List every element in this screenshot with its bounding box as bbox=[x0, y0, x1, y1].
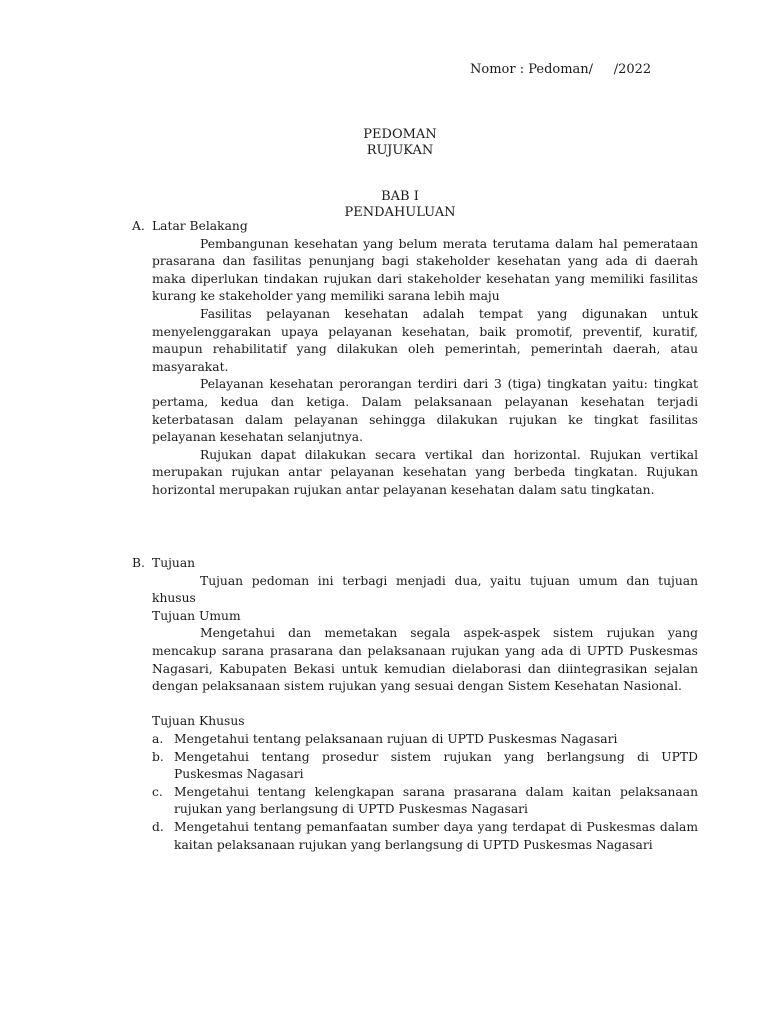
title-line-1: PEDOMAN bbox=[363, 127, 437, 142]
tujuan-intro: Tujuan pedoman ini terbagi menjadi dua, yaitu tujuan umum dan tujuan khusus bbox=[152, 573, 698, 606]
list-item: c. Mengetahui tentang kelengkapan sarana prasarana dalam kaitan pelaksanaan rujukan yang berlangsung di UPTD Puskesmas Nagasari bbox=[152, 784, 698, 817]
section-a-body bbox=[132, 236, 698, 500]
list-item: a. Mengetahui tentang pelaksanaan rujuan di UPTD Puskesmas Nagasari bbox=[152, 731, 618, 746]
section-b-label: B. bbox=[132, 556, 145, 570]
section-a bbox=[132, 218, 698, 500]
tujuan-umum-text: Mengetahui dan memetakan segala aspek-aspek sistem rujukan yang mencakup sarana prasarana dan pelaksanaan rujukan yang ada di UPTD Puskesmas Nagasari, Kabupaten Bekasi untuk kemudian dielaborasi dan diintegrasikan sejalan dengan pelaksanaan sistem rujukan yang sesuai dengan Sistem Kesehatan Nasional. bbox=[152, 626, 698, 694]
paragraph: Pembangunan kesehatan yang belum merata terutama dalam hal pemerataan prasarana dan fasilitas penunjang bagi stakeholder kesehatan yang ada di daerah maka diperlukan tindakan rujukan dari stakeholder kesehatan yang memiliki fasilitas kurang ke stakeholder yang memiliki sarana lebih maju bbox=[152, 236, 698, 304]
chapter-number: BAB I bbox=[381, 189, 419, 204]
tujuan-khusus-list bbox=[152, 731, 698, 854]
paragraph: Rujukan dapat dilakukan secara vertikal dan horizontal. Rujukan vertikal merupakan rujukan antar pelayanan kesehatan yang berbeda tingkatan. Rujukan horizontal merupakan rujukan antar pelayanan kesehatan dalam satu tingkatan. bbox=[152, 447, 698, 497]
chapter-title: PENDAHULUAN bbox=[344, 205, 456, 220]
paragraph: Fasilitas pelayanan kesehatan adalah tempat yang digunakan untuk menyelenggarakan upaya pelayanan kesehatan, baik promotif, preventif, kuratif, maupun rehabilitatif yang dilakukan oleh pemerintah, pemerintah daerah, atau masyarakat. bbox=[152, 306, 698, 374]
section-a-label: A. bbox=[132, 219, 145, 233]
list-item: b. Mengetahui tentang prosedur sistem rujukan yang berlangsung di UPTD Puskesmas Nagasari bbox=[152, 749, 698, 782]
section-b-body bbox=[132, 573, 698, 855]
title-line-2: RUJUKAN bbox=[366, 143, 434, 158]
section-b-heading bbox=[132, 555, 698, 573]
section-a-heading bbox=[132, 218, 698, 236]
section-a-title: Latar Belakang bbox=[152, 219, 248, 233]
section-b bbox=[132, 555, 698, 854]
paragraph: Pelayanan kesehatan perorangan terdiri dari 3 (tiga) tingkatan yaitu: tingkat pertama, kedua dan ketiga. Dalam pelaksanaan pelayanan kesehatan terjadi keterbatasan dalam pelayanan sehingga dilakukan rujukan ke tingkat fasilitas pelayanan kesehatan selanjutnya. bbox=[152, 377, 698, 445]
tujuan-umum-heading: Tujuan Umum bbox=[152, 608, 241, 623]
list-item: d. Mengetahui tentang pemanfaatan sumber daya yang terdapat di Puskesmas dalam kaitan pelaksanaan rujukan yang berlangsung di UPTD Puskesmas Nagasari bbox=[152, 819, 698, 852]
section-b-title: Tujuan bbox=[152, 556, 196, 570]
document-number: Nomor : Pedoman/ /2022 bbox=[470, 62, 652, 77]
tujuan-khusus-heading: Tujuan Khusus bbox=[152, 714, 245, 729]
